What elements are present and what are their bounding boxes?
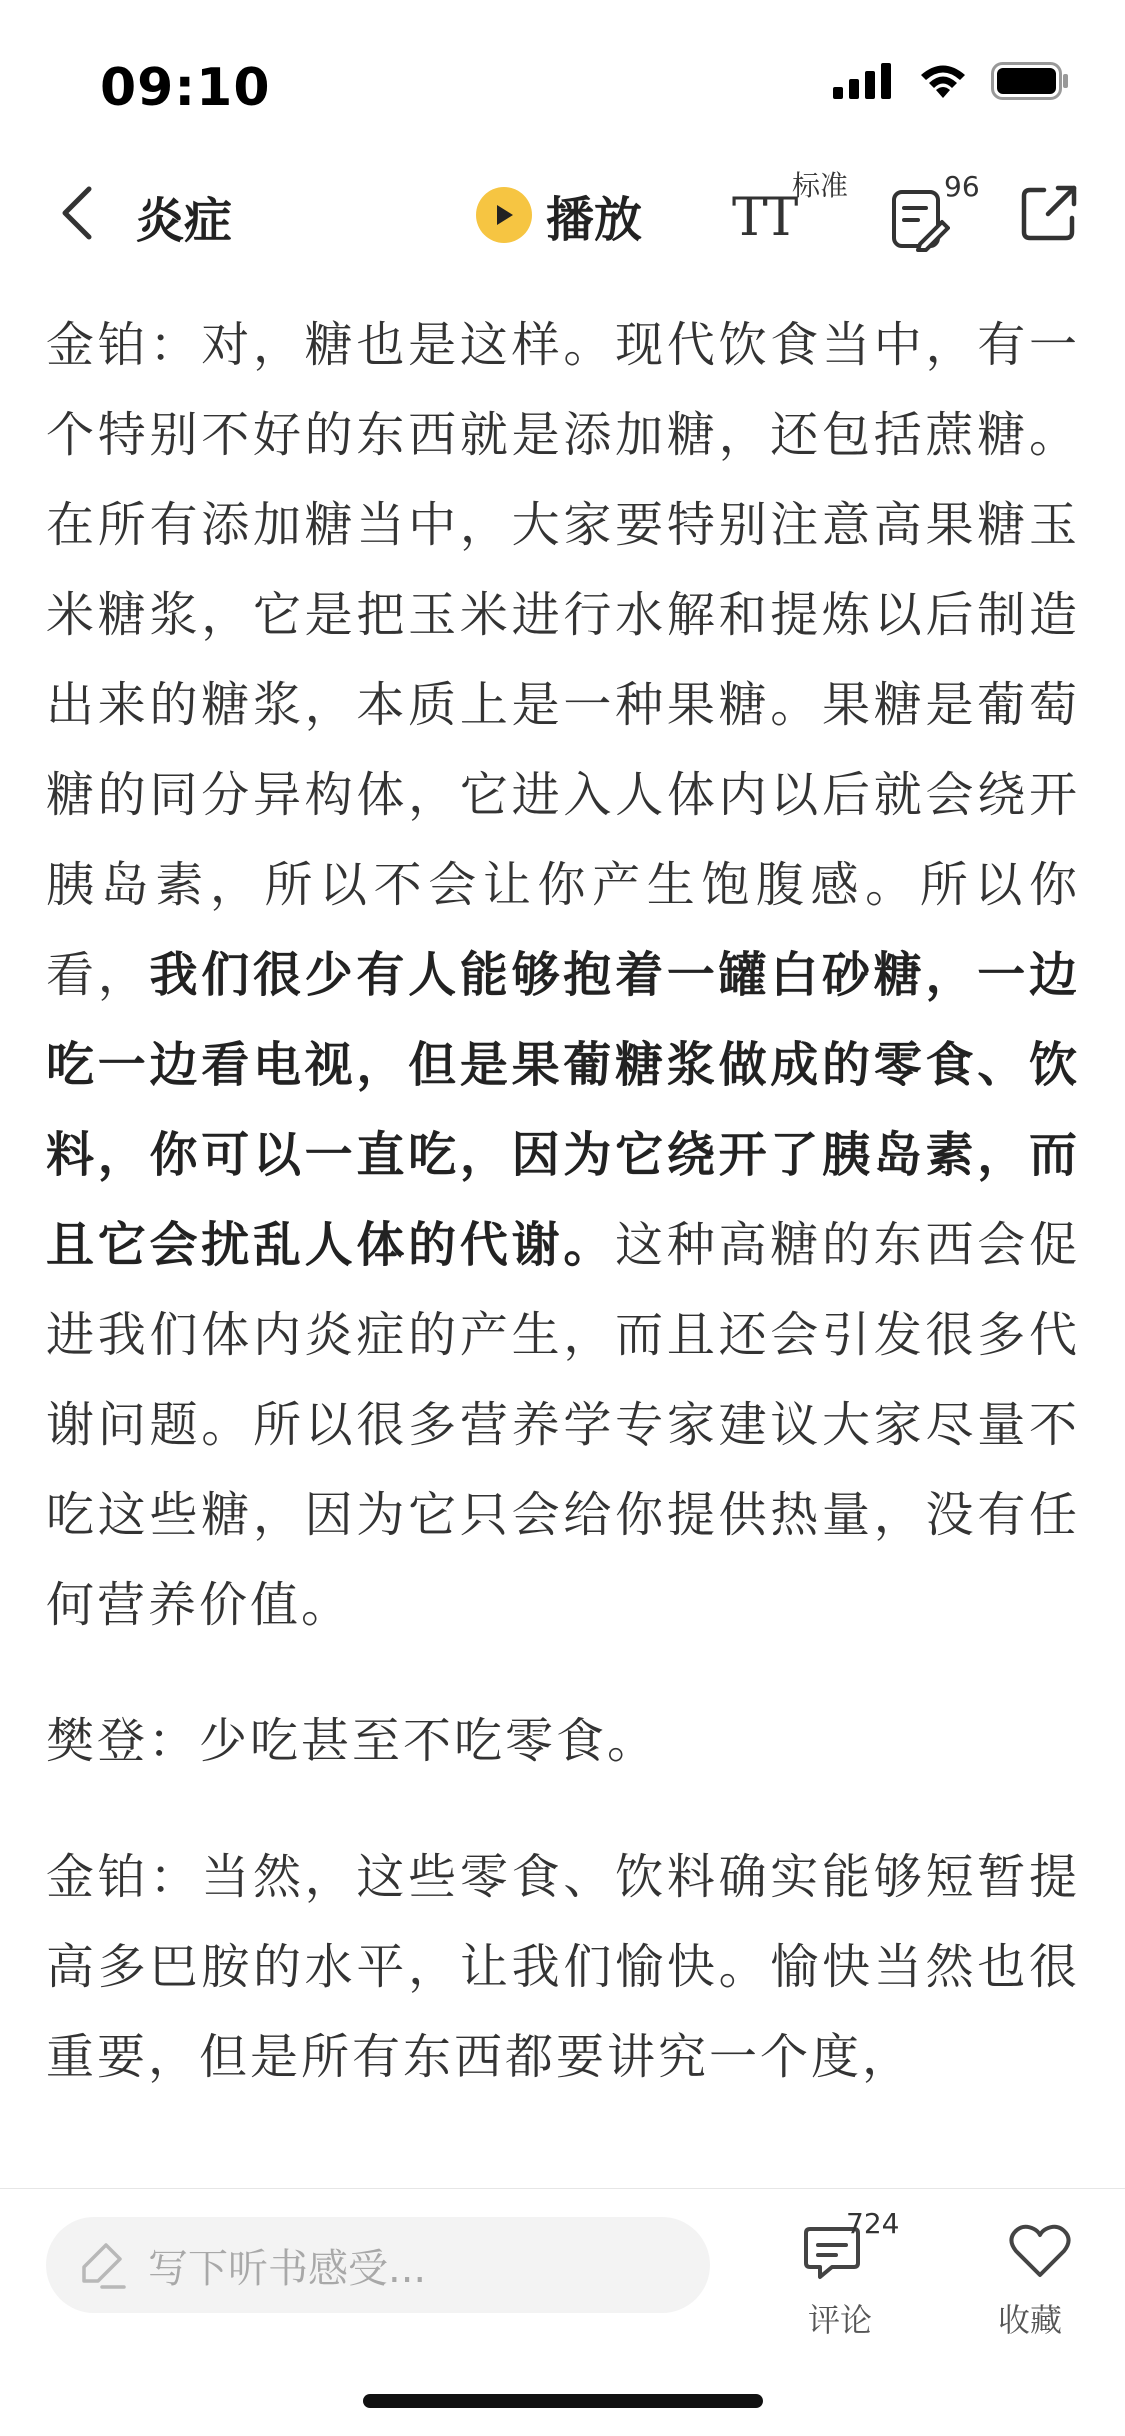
font-size-icon: TT <box>732 188 795 248</box>
favorite-button[interactable] <box>990 2207 1090 2337</box>
article-body <box>46 300 1080 2148</box>
notes-button[interactable] <box>890 170 1000 260</box>
pen-icon <box>76 2237 132 2293</box>
heart-icon <box>1008 2221 1072 2281</box>
notes-count: 96 <box>944 170 980 203</box>
paragraph-text: 金铂：对，糖也是这样。现代饮食当中，有一个特别不好的东西就是添加糖，还包括蔗糖。在所有添加糖当中，大家要特别注意高果糖玉米糖浆，它是把玉米进行水解和提炼以后制造出来的糖浆，本质上是一种果糖。果糖是葡萄糖的同分异构体，它进入人体内以后就会绕开胰岛素，所以不会让你产生饱腹感。所以你看， <box>46 317 1080 1003</box>
paragraph-text: 这种高糖的东西会促进我们体内炎症的产生，而且还会引发很多代谢问题。所以很多营养学专家建议大家尽量不吃这些糖，因为它只会给你提供热量，没有任何营养价值。 <box>46 1217 1080 1633</box>
comments-label: 评论 <box>808 2301 873 2339</box>
chevron-left-icon <box>57 183 97 243</box>
back-button[interactable] <box>42 178 112 248</box>
share-button[interactable] <box>1018 182 1084 248</box>
article-paragraph: 樊登：少吃甚至不吃零食。 <box>46 1713 659 1769</box>
font-size-button[interactable] <box>732 169 852 254</box>
cellular-signal-icon <box>833 63 895 103</box>
wifi-icon <box>917 62 969 104</box>
note-edit-icon <box>890 188 950 252</box>
status-icons <box>833 62 1071 104</box>
comment-placeholder: 写下听书感受... <box>148 2245 427 2292</box>
favorite-label: 收藏 <box>998 2301 1063 2339</box>
home-indicator[interactable] <box>363 2394 763 2408</box>
comment-input[interactable] <box>46 2217 710 2313</box>
play-button[interactable] <box>476 178 642 252</box>
status-time: 09:10 <box>100 58 271 118</box>
nav-bar <box>0 160 1125 270</box>
article-paragraph: 金铂：当然，这些零食、饮料确实能够短暂提高多巴胺的水平，让我们愉快。愉快当然也很重要，但是所有东西都要讲究一个度， <box>46 1849 1080 2085</box>
status-bar <box>0 0 1125 150</box>
play-icon <box>476 187 532 243</box>
comments-button[interactable] <box>790 2207 900 2337</box>
play-label: 播放 <box>546 191 643 248</box>
share-icon <box>1018 182 1080 244</box>
font-size-label: 标准 <box>792 169 849 202</box>
comments-count: 724 <box>846 2207 900 2240</box>
battery-icon <box>991 62 1071 104</box>
highlighted-text: 我们很少有人能够抱着一罐白砂糖，一边吃一边看电视，但是果葡糖浆做成的零食、饮料，你可以一直吃，因为它绕开了胰岛素，而且它会扰乱人体的代谢。 <box>46 947 1080 1273</box>
article-paragraph <box>46 300 1080 1650</box>
page-title: 炎症 <box>136 193 233 249</box>
